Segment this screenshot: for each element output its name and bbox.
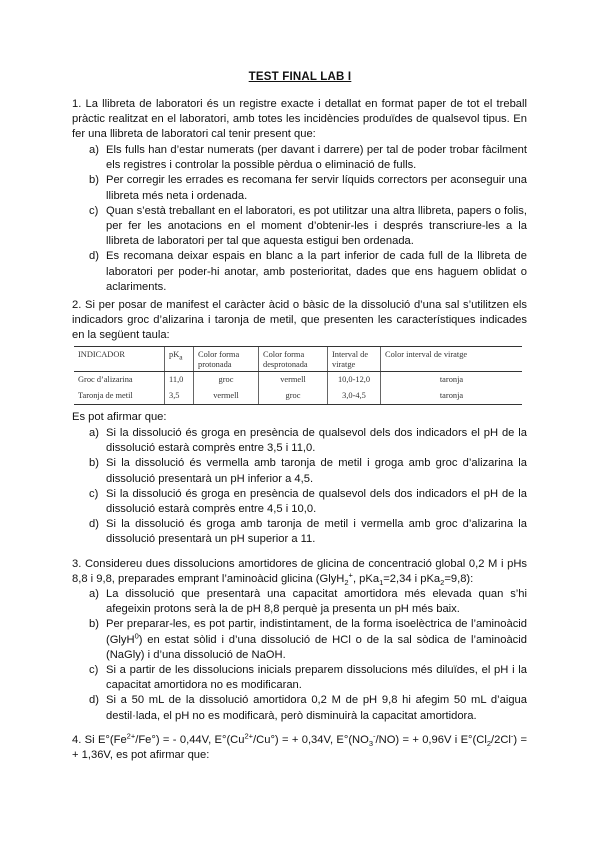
table-header-cell: Color forma protonada (194, 347, 259, 372)
stem-text: /2Cl (490, 734, 511, 746)
stem-superscript: 2+ (126, 731, 136, 741)
question-2-stem: 2. Si per posar de manifest el caràcter àcid o bàsic de la dissolució d’una sal s’utilitzen els indicadors groc d’alizarina i taronja de metil, que presenten les característiques indicades en la següent taula: (72, 299, 527, 342)
question-1-options (72, 143, 527, 295)
stem-text: =9,8): (444, 573, 474, 586)
stem-superscript: + (348, 570, 353, 580)
option-letter: b) (89, 174, 99, 187)
stem-superscript: - (373, 731, 376, 741)
table-cell: taronja (381, 388, 523, 405)
option-letter: d) (89, 518, 99, 531)
option-letter: a) (89, 427, 99, 439)
table-header-cell: Color interval de viratge (381, 347, 523, 372)
option-letter: d) (89, 250, 99, 263)
option-text: Si la dissolució és groga en presència de qualsevol dels dos indicadors el pH de la dissolució estarà comprès entre 3,5 i 11,0. (106, 427, 527, 455)
option-text: Es recomana deixar espais en blanc a la part inferior de cada full de la llibreta de laboratori per poder-hi anotar, amb posterioritat, dades que ens haguem oblidat o aclariments. (106, 250, 527, 293)
option-text: Per preparar-les, es pot partir, indistintament, de la forma isoelèctrica de l’aminoàcid (GlyH (106, 618, 527, 646)
option-item (72, 249, 527, 295)
table-cell: groc (194, 372, 259, 389)
option-letter: c) (89, 487, 99, 500)
stem-superscript: 2+ (244, 731, 254, 741)
stem-subscript: 3 (368, 739, 373, 749)
table-header-cell: Interval de viratge (328, 347, 381, 372)
table-row (74, 372, 522, 389)
table-row (74, 388, 522, 405)
pk-subscript: a (179, 352, 183, 362)
stem-subscript: 2 (440, 578, 445, 588)
table-cell: 3,5 (165, 388, 194, 405)
page-title: TEST FINAL LAB I (248, 71, 352, 83)
table-cell: vermell (259, 372, 328, 389)
option-item (72, 693, 527, 723)
option-letter: c) (89, 664, 99, 677)
table-cell: Groc d’alizarina (78, 375, 133, 384)
question-1-stem: 1. La llibreta de laboratori és un registre exacte i detallat en format paper de tot el treball pràctic realitzat en el laboratori, amb totes les incidències produïdes de qualsevol tipus. En fer una llibreta de laboratori cal tenir present que: (72, 98, 527, 141)
table-header-cell: INDICADOR (74, 347, 165, 372)
stem-text: /Cu°) = + 0,34V, E°(NO (253, 734, 369, 746)
question-2-lead: Es pot afirmar que: (72, 411, 167, 423)
stem-text: 3. Considereu dues dissolucions amortidores de glicina de concentració global 0,2 M i pHs 8,8 i 9,8, preparades emprant l’aminoàcid glicina (GlyH (72, 558, 527, 586)
option-letter: b) (89, 618, 99, 631)
option-text: Si la dissolució és groga amb taronja de metil i vermella amb groc d’alizarina la dissolució presentarà un pH superior a 11. (106, 518, 527, 546)
stem-subscript: 1 (379, 578, 384, 588)
stem-subscript: 2 (486, 739, 491, 749)
pk-label: pK (169, 350, 180, 359)
question-3-stem (72, 557, 527, 587)
stem-superscript: - (510, 731, 514, 741)
table-cell: 10,0-12,0 (328, 372, 381, 389)
option-text: Quan s’està treballant en el laboratori, es pot utilitzar una altra llibreta, papers o folis, per fer les anotacions en el moment d’obtenir-les i després transcriure-les a la llibreta de laboratori per tal que aquesta estigui ben ordenada. (106, 204, 527, 248)
table-header-cell (165, 347, 194, 372)
table-cell: Taronja de metil (74, 388, 165, 405)
stem-text: ) = + 1,36V, es pot afirmar que: (72, 734, 527, 762)
option-text: Si a 50 mL de la dissolució amortidora 0,2 M de pH 9,8 hi afegim 50 mL d’aigua destil·lada, el pH no es modificarà, però disminuirà la capacitat amortidora. (106, 694, 527, 722)
stem-subscript: 2 (344, 578, 349, 588)
option-item (72, 204, 527, 250)
option-text: La dissolució que presentarà una capacitat amortidora més elevada quan s’hi afegeixin protons serà la de pH 8,8 perquè ja presenta un pH més baix. (106, 588, 527, 616)
option-item (72, 173, 527, 203)
stem-text: 4. Si E°(Fe (72, 734, 127, 746)
option-text: Si a partir de les dissolucions inicials preparem dissolucions més diluïdes, el pH i la capacitat amortidora no es modificaran. (106, 664, 527, 692)
stem-text: =2,34 i pKa (383, 573, 441, 586)
stem-text: /NO) = + 0,96V i E°(Cl (375, 734, 487, 746)
option-text: ) en estat sòlid i d’una dissolució de HCl o de la sal sòdica de l’aminoàcid (NaGly) i d’una dissolució de NaOH. (106, 633, 527, 661)
question-2-options (72, 426, 527, 548)
option-letter: d) (89, 694, 99, 707)
stem-text: /Fe°) = - 0,44V, E°(Cu (135, 734, 245, 746)
option-letter: a) (89, 588, 99, 600)
option-item (72, 456, 527, 486)
option-item (72, 143, 527, 173)
option-item (72, 587, 527, 617)
table-cell: groc (259, 388, 328, 405)
option-text: Per corregir les errades es recomana fer servir líquids correctors per aconseguir una llibreta més neta i ordenada. (106, 174, 527, 202)
option-letter: b) (89, 457, 99, 470)
table-cell: vermell (194, 388, 259, 405)
option-letter: a) (89, 144, 99, 156)
option-item (72, 663, 527, 693)
option-text: Si la dissolució és vermella amb taronja de metil i groga amb groc d’alizarina la dissolució presentarà un pH inferior a 4,5. (106, 457, 527, 485)
option-item (72, 617, 527, 663)
table-cell: taronja (381, 372, 523, 389)
question-3-options (72, 587, 527, 724)
option-text: Si la dissolució és groga en presència de qualsevol dels dos indicadors el pH de la dissolució estarà comprès entre 4,5 i 10,0. (106, 487, 527, 516)
table-cell: 11,0 (165, 372, 194, 389)
table-cell: 3,0-4,5 (328, 388, 381, 405)
question-4-stem (72, 733, 527, 763)
table-header-cell: Color forma desprotonada (259, 347, 328, 372)
table-header-row (74, 347, 522, 372)
option-letter: c) (89, 204, 99, 217)
indicator-table (74, 346, 522, 405)
stem-text: , pKa (352, 573, 380, 586)
option-item (72, 517, 527, 547)
option-item (72, 487, 527, 517)
option-text: Els fulls han d’estar numerats (per davant i darrere) per tal de poder trobar fàcilment els registres i controlar la possible pèrdua o eliminació de fulls. (106, 144, 527, 172)
option-item (72, 426, 527, 456)
option-superscript: 0 (134, 630, 139, 640)
